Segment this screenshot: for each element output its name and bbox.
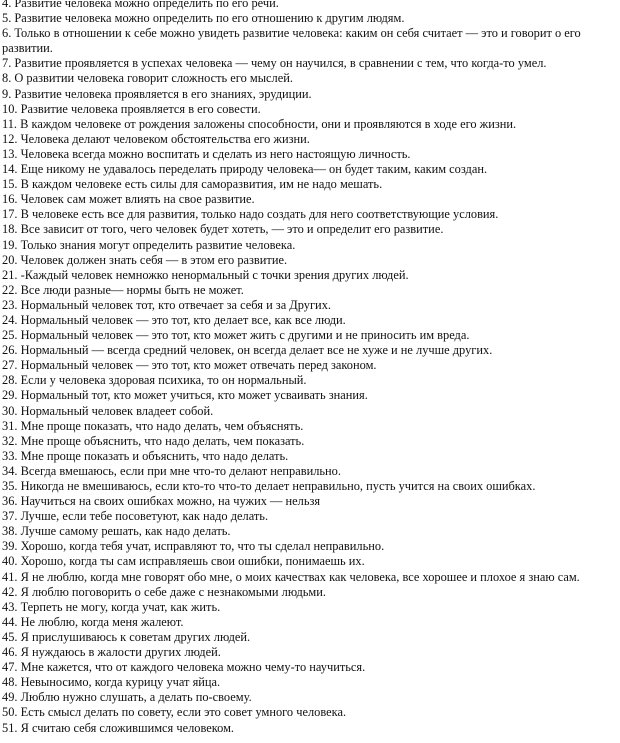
document-body: [2, 0, 618, 736]
list-item: 18. Все зависит от того, чего человек будет хотеть, — это и определит его развитие.: [2, 222, 444, 237]
list-item: 48. Невыносимо, когда курицу учат яйца.: [2, 675, 221, 690]
list-item: 28. Если у человека здоровая психика, то он нормальный.: [2, 373, 307, 388]
list-item: 46. Я нуждаюсь в жалости других людей.: [2, 645, 221, 660]
list-item: 10. Развитие человека проявляется в его совести.: [2, 101, 261, 116]
list-item: 39. Хорошо, когда тебя учат, исправляют то, что ты сделал неправильно.: [2, 539, 385, 554]
list-item: 44. Не люблю, когда меня жалеют.: [2, 614, 184, 629]
list-item: 30. Нормальный человек владеет собой.: [2, 403, 214, 418]
list-item: 17. В человеке есть все для развития, только надо создать для него соответствующие условия.: [2, 207, 499, 222]
list-item: 43. Терпеть не могу, когда учат, как жить.: [2, 599, 221, 614]
list-item: 23. Нормальный человек тот, кто отвечает за себя и за Других.: [2, 297, 331, 312]
list-item: 12. Человека делают человеком обстоятельства его жизни.: [2, 131, 310, 146]
list-item: 29. Нормальный тот, кто может учиться, кто может усваивать знания.: [2, 388, 368, 403]
list-item: 7. Развитие проявляется в успехах человека — чему он научился, в сравнении с тем, что когда-то умел.: [2, 56, 547, 71]
list-item: 31. Мне проще показать, что надо делать, чем объяснять.: [2, 418, 304, 433]
list-item: 4. Развитие человека можно определить по его речи.: [2, 0, 279, 10]
list-item: 21. -Каждый человек немножко ненормальный с точки зрения других людей.: [2, 267, 409, 282]
list-item: 32. Мне проще объяснить, что надо делать, чем показать.: [2, 433, 305, 448]
list-item: 42. Я люблю поговорить о себе даже с незнакомыми людьми.: [2, 584, 326, 599]
list-item: 11. В каждом человеке от рождения заложены способности, они и проявляются в ходе его жизни.: [2, 116, 517, 131]
list-item: 41. Я не люблю, когда мне говорят обо мне, о моих качествах как человека, все хорошее и плохое я знаю сам.: [2, 569, 580, 584]
list-item: 38. Лучше самому решать, как надо делать.: [2, 524, 231, 539]
list-item: 33. Мне проще показать и объяснить, что надо делать.: [2, 448, 289, 463]
list-item: 9. Развитие человека проявляется в его знаниях, эрудиции.: [2, 86, 312, 101]
list-item: 20. Человек должен знать себя — в этом его развитие.: [2, 252, 288, 267]
list-item: 47. Мне кажется, что от каждого человека можно чему-то научиться.: [2, 660, 366, 675]
list-item: 34. Всегда вмешаюсь, если при мне что-то делают неправильно.: [2, 463, 341, 478]
list-item: 5. Развитие человека можно определить по его отношению к другим людям.: [2, 11, 405, 26]
list-item: 49. Люблю нужно слушать, а делать по-своему.: [2, 690, 252, 705]
list-item: 25. Нормальный человек — это тот, кто может жить с другими и не приносить им вреда.: [2, 328, 470, 343]
list-item: 37. Лучше, если тебе посоветуют, как надо делать.: [2, 509, 269, 524]
list-item: 22. Все люди разные— нормы быть не может.: [2, 282, 244, 297]
list-item: 19. Только знания могут определить развитие человека.: [2, 237, 296, 252]
list-item: 51. Я считаю себя сложившимся человеком.: [2, 720, 235, 735]
list-item: 50. Есть смысл делать по совету, если это совет умного человека.: [2, 705, 347, 720]
list-item: 6. Только в отношении к себе можно увидеть развитие человека: каким он себя считает — это и говорит о его развитии.: [2, 26, 581, 56]
list-item: 8. О развитии человека говорит сложность его мыслей.: [2, 71, 293, 86]
list-item: 35. Никогда не вмешиваюсь, если кто-то что-то делает неправильно, пусть учится на своих ошибках.: [2, 479, 536, 493]
list-item: 13. Человека всегда можно воспитать и сделать из него настоящую личность.: [2, 146, 411, 161]
list-item: 26. Нормальный — всегда средний человек, он всегда делает все не хуже и не лучше других.: [2, 343, 493, 358]
list-item: 15. В каждом человеке есть силы для саморазвития, им не надо мешать.: [2, 177, 383, 192]
list-item: 45. Я прислушиваюсь к советам других людей.: [2, 629, 251, 644]
list-item: 36. Научиться на своих ошибках можно, на чужих — нельзя: [2, 494, 321, 509]
list-item: 27. Нормальный человек — это тот, кто может отвечать перед законом.: [2, 358, 377, 373]
list-item: 14. Еще никому не удавалось переделать природу человека— он будет таким, каким создан.: [2, 162, 488, 177]
list-item: 40. Хорошо, когда ты сам исправляешь свои ошибки, понимаешь их.: [2, 554, 365, 569]
list-item: 24. Нормальный человек — это тот, кто делает все, как все люди.: [2, 312, 346, 327]
list-item: 16. Человек сам может влиять на свое развитие.: [2, 192, 255, 207]
